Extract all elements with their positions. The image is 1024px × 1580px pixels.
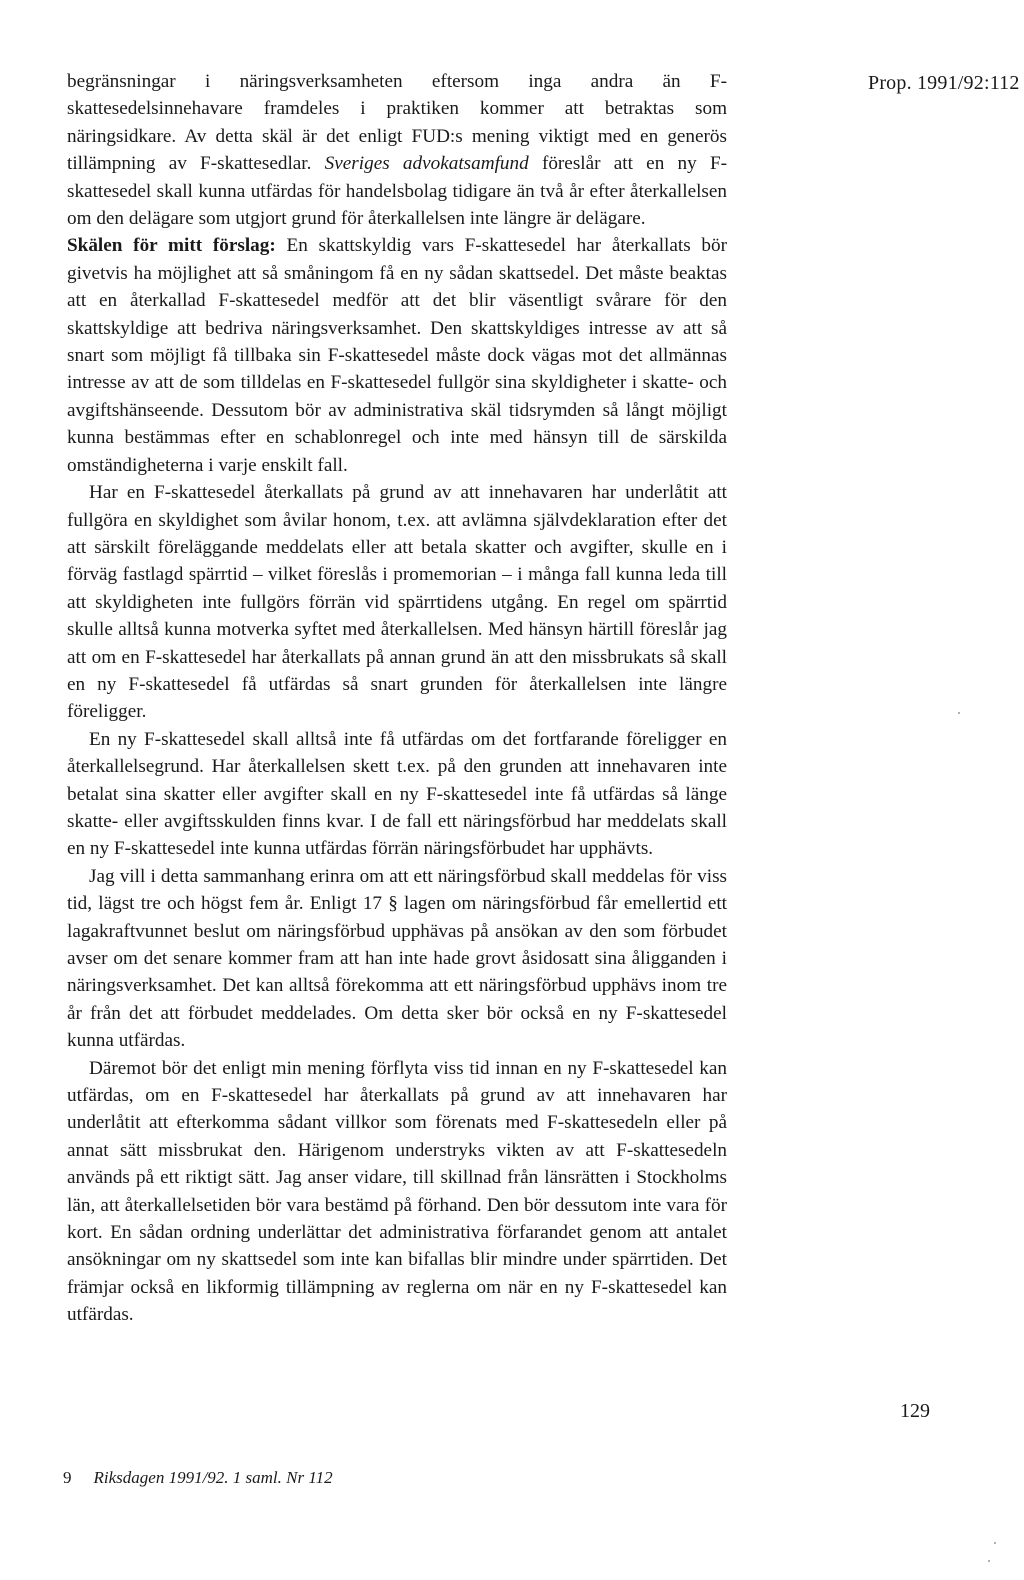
paragraph [67, 68, 727, 232]
paragraph: Däremot bör det enligt min mening förflyta viss tid innan en ny F-skattesedel kan utfärdas, om en F-skattesedel har återkallats på grund av att innehavaren har underlåtit att efterkomma sådant villkor som förenats med F-skattesedeln eller på annat sätt missbrukat den. Härigenom understryks vikten av att F-skattesedeln används på ett riktigt sätt. Jag anser vidare, till skillnad från länsrätten i Stockholms län, att återkallelsetiden bör vara bestämd på förhand. Den bör dessutom inte vara för kort. En sådan ordning underlättar det administrativa förfarandet genom att antalet ansökningar om ny skattsedel som inte kan bifallas blir mindre under spärrtiden. Det främjar också en likformig tillämpning av reglerna om när en ny F-skattesedel kan utfärdas. [67, 1057, 727, 1326]
organization-name: Sveriges advokatsamfund [324, 153, 529, 175]
page-number: 129 [900, 1400, 930, 1422]
paragraph: Jag vill i detta sammanhang erinra om att ett näringsförbud skall meddelas för viss tid, lägst tre och högst fem år. Enligt 17 § lagen om näringsförbud får emellertid ett lagakraftvunnet beslut om näringsförbud upphävas på ansökan av den som förbudet avser om det senare kommer fram att han inte hade grovt åsidosatt sina åligganden i näringsverksamhet. Det kan alltså förekomma att ett näringsförbud upphävs inom tre år från det att förbudet meddelades. Om detta sker bör också en ny F-skattesedel kunna utfärdas. [67, 865, 727, 1052]
paragraph-text: föreslår att en ny F-skattesedel skall kunna utfärdas för handelsbolag tidigare än två år efter återkallelsen om den delägare som utgjort grund för återkallelsen inte längre är delägare. [67, 153, 728, 230]
scan-speck [988, 1560, 990, 1562]
section-heading: Skälen för mitt förslag: [67, 235, 276, 257]
footer-sheet-number: 9 [63, 1468, 72, 1487]
paragraph-text: begränsningar i näringsverksamheten eftersom inga andra än F-skattesedelsinnehavare framdeles i praktiken kommer att betraktas som näringsidkare. Av detta skäl är det enligt FUD:s mening viktigt med en generös tillämpning av F-skattesedlar. [67, 71, 727, 175]
paragraph: En ny F-skattesedel skall alltså inte få utfärdas om det fortfarande föreligger en återkallelsegrund. Har återkallelsen skett t.ex. på den grunden att innehavaren inte betalat sina skatter eller avgifter skall en ny F-skattesedel inte få utfärdas så länge skatte- eller avgiftsskulden finns kvar. I de fall ett näringsförbud har meddelats skall en ny F-skattesedel inte kunna utfärdas förrän näringsförbudet har upphävts. [67, 728, 727, 860]
body-text [67, 68, 727, 1329]
footer [63, 1468, 333, 1488]
proposition-reference: Prop. 1991/92:112 [868, 72, 1020, 94]
scan-speck [958, 712, 960, 714]
paragraph: Har en F-skattesedel återkallats på grund av att innehavaren har underlåtit att fullgöra en skyldighet som åvilar honom, t.ex. att avlämna självdeklaration efter det att särskilt föreläggande meddelats eller att betala skatter och avgifter, skulle en i förväg fastlagd spärrtid – vilket föreslås i promemorian – i många fall kunna leda till att skyldigheten inte fullgörs förrän vid spärrtidens utgång. En regel om spärrtid skulle alltså kunna motverka syftet med återkallelsen. Med hänsyn härtill föreslår jag att om en F-skattesedel har återkallats på annan grund än att den missbrukats så skall en ny F-skattesedel få utfärdas så snart grunden för återkallelsen inte längre föreligger. [67, 482, 727, 723]
paragraph-text: En skattskyldig vars F-skattesedel har återkallats bör givetvis ha möjlighet att så småningom få en ny sådan skattsedel. Det måste beaktas att en återkallad F-skattesedel medför att det blir väsentligt svårare för den skattskyldige att bedriva näringsverksamhet. Den skattskyldiges intresse av att så snart som möjligt få tillbaka sin F-skattesedel måste dock vägas mot det allmännas intresse av att de som tilldelas en F-skattesedel fullgör sina skyldigheter i skatte- och avgiftshänseende. Dessutom bör av administrativa skäl tidsrymden så långt möjligt kunna bestämmas efter en schablonregel och inte med hänsyn till de särskilda omständigheterna i varje enskilt fall. [67, 235, 728, 476]
footer-text: Riksdagen 1991/92. 1 saml. Nr 112 [93, 1468, 333, 1487]
paragraph [67, 232, 727, 479]
scan-speck [994, 1542, 996, 1544]
